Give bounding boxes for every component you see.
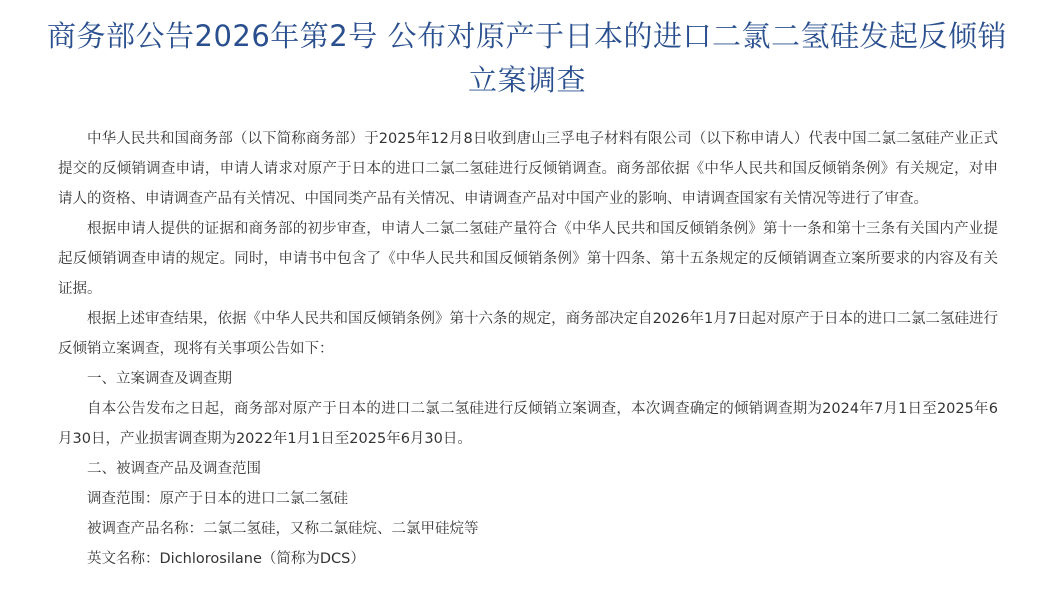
field-value: Dichlorosilane（简称为DCS） xyxy=(159,551,365,567)
field-label: 调查范围： xyxy=(87,491,160,507)
section-heading-product-scope: 二、被调查产品及调查范围 xyxy=(87,461,261,477)
paragraph-intro: 中华人民共和国商务部（以下简称商务部）于2025年12月8日收到唐山三孚电子材料有限公司（以下称申请人）代表中国二氯二氢硅产业正式提交的反倾销调查申请，申请人请求对原产于日本的进口二氯二氢硅进行反倾销调查。商务部依据《中华人民共和国反倾销条例》有关规定，对申请人的资格、申请调查产品有关情况、中国同类产品有关情况、申请调查产品对中国产业的影响、申请调查国家有关情况等进行了审查。 xyxy=(58,131,998,207)
field-english-name xyxy=(58,544,998,574)
field-label: 英文名称： xyxy=(87,551,160,567)
paragraph-decision: 根据上述审查结果，依据《中华人民共和国反倾销条例》第十六条的规定，商务部决定自2026年1月7日起对原产于日本的进口二氯二氢硅进行反倾销立案调查，现将有关事项公告如下： xyxy=(58,311,998,357)
paragraph-investigation-period: 自本公告发布之日起，商务部对原产于日本的进口二氯二氢硅进行反倾销立案调查，本次调查确定的倾销调查期为2024年7月1日至2025年6月30日，产业损害调查期为2022年1月1日至2025年6月30日。 xyxy=(58,401,998,447)
field-label: 被调查产品名称： xyxy=(87,521,203,537)
page-title: 商务部公告2026年第2号 公布对原产于日本的进口二氯二氢硅发起反倾销立案调查 xyxy=(47,19,1007,97)
field-value: 原产于日本的进口二氯二氢硅 xyxy=(159,491,348,507)
field-value: 二氯二氢硅，又称二氯硅烷、二氯甲硅烷等 xyxy=(203,521,479,537)
field-scope xyxy=(58,484,998,514)
paragraph-review: 根据申请人提供的证据和商务部的初步审查，申请人二氯二氢硅产量符合《中华人民共和国反倾销条例》第十一条和第十三条有关国内产业提起反倾销调查申请的规定。同时，申请书中包含了《中华人民共和国反倾销条例》第十四条、第十五条规定的反倾销调查立案所要求的内容及有关证据。 xyxy=(58,221,998,297)
section-heading-investigation-period: 一、立案调查及调查期 xyxy=(87,371,232,387)
announcement-body xyxy=(58,124,998,574)
field-product-name xyxy=(58,514,998,544)
